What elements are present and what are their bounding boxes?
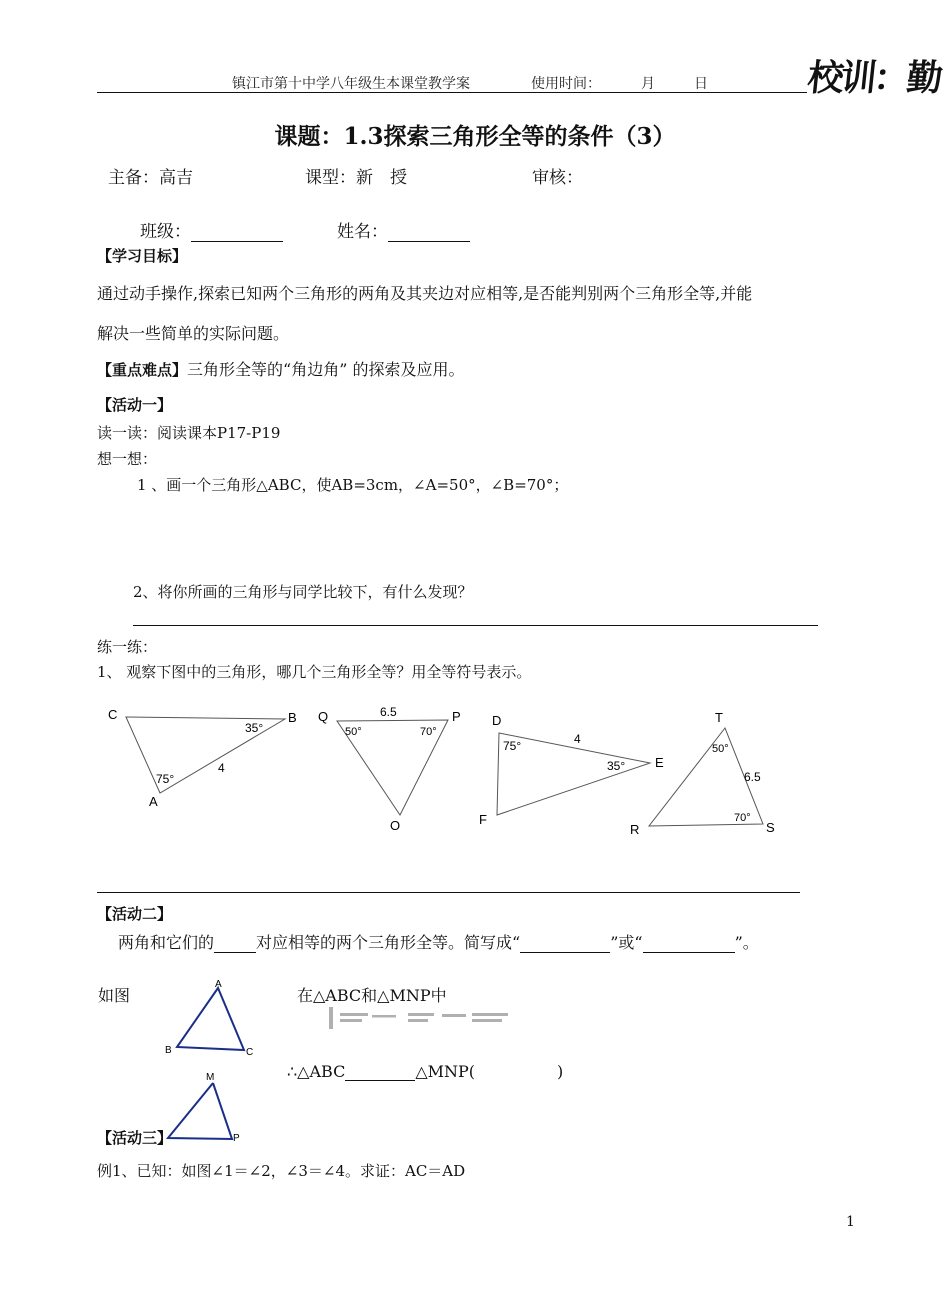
header-day: 日 [694, 76, 708, 92]
triangle-mnp-figure [168, 1083, 232, 1139]
formula-image [326, 1005, 516, 1033]
keypoint-heading: 【重点难点】 [97, 361, 188, 379]
activity2-conclusion [287, 1062, 563, 1081]
angle-t-value: 50° [712, 743, 729, 755]
school-motto: 校训：勤 [805, 58, 942, 99]
conclusion-text-c: ) [557, 1062, 564, 1081]
angle-d-value: 75° [503, 739, 522, 753]
fig-label-c: C [246, 1047, 254, 1058]
keypoint [97, 357, 464, 380]
label-f: F [479, 812, 487, 827]
activity2-text-b: 对应相等的两个三角形全等。简写成“ [256, 933, 521, 952]
label-r: R [630, 822, 640, 837]
activity3-example-1: 例1、已知：如图∠1＝∠2，∠3＝∠4。求证：AC＝AD [97, 1162, 466, 1180]
header-use-time: 使用时间： [531, 76, 601, 92]
activity1-answer-line[interactable] [133, 625, 818, 626]
practice-question-1: 1、 观察下图中的三角形，哪几个三角形全等？用全等符号表示。 [97, 663, 532, 681]
conclusion-text-a: ∴△ABC [287, 1062, 346, 1081]
formula-blur [329, 1007, 508, 1029]
activity2-statement [118, 930, 759, 953]
label-a: A [149, 794, 158, 809]
side-qp-value: 6.5 [380, 705, 397, 719]
triangle-abc-figure [177, 988, 244, 1050]
goals-line-1: 通过动手操作,探索已知两个三角形的两角及其夹边对应相等,是否能判别两个三角形全等,并能 [97, 284, 753, 303]
class-blank[interactable] [191, 223, 283, 242]
side-de-value: 4 [574, 732, 581, 746]
label-o: O [390, 818, 401, 833]
practice-answer-line[interactable] [97, 892, 800, 893]
header-month: 月 [641, 76, 655, 92]
angle-s-value: 70° [734, 812, 751, 824]
meta-review: 审核： [532, 168, 583, 188]
activity1-heading: 【活动一】 [97, 396, 173, 414]
label-b: B [288, 710, 297, 725]
angle-p-value: 70° [420, 726, 437, 738]
label-s: S [766, 820, 775, 835]
header-rule [97, 92, 807, 93]
activity2-blank-1[interactable] [214, 934, 256, 953]
triangles-figure [0, 700, 950, 850]
activity2-blank-2[interactable] [520, 934, 610, 953]
activity1-question-2: 2、将你所画的三角形与同学比较下，有什么发现？ [133, 583, 473, 601]
conclusion-blank-relation[interactable] [345, 1062, 415, 1081]
label-q: Q [318, 709, 329, 724]
angle-b-value: 35° [245, 721, 264, 735]
fig-label-m: M [206, 1072, 215, 1083]
meta-lead: 主备：高吉 [108, 168, 193, 188]
activity2-text-d: ”。 [734, 933, 759, 952]
fig-label-p: P [233, 1133, 240, 1144]
label-c: C [108, 707, 118, 722]
activity1-read: 读一读：阅读课本P17-P19 [97, 424, 281, 442]
activity2-heading: 【活动二】 [97, 905, 173, 923]
name-label: 姓名： [337, 222, 388, 242]
fig-label-b: B [165, 1045, 172, 1056]
activity2-given: 在△ABC和△MNP中 [297, 986, 447, 1005]
angle-q-value: 50° [345, 726, 362, 738]
fig-label-a: A [215, 979, 222, 990]
label-p: P [452, 709, 461, 724]
header-school: 镇江市第十中学八年级生本课堂教学案 [232, 76, 470, 92]
side-ab-value: 4 [218, 761, 225, 775]
class-label: 班级： [140, 222, 191, 242]
goals-line-2: 解决一些简单的实际问题。 [97, 324, 290, 343]
triangle-def [479, 713, 664, 827]
activity2-blank-3[interactable] [643, 934, 735, 953]
angle-a-value: 75° [156, 772, 175, 786]
triangle-trs [630, 710, 775, 837]
page-number: 1 [846, 1214, 855, 1230]
practice-heading: 练一练： [97, 638, 158, 656]
page-title: 课题：1.3探索三角形全等的条件（3） [274, 123, 676, 150]
angle-e-value: 35° [607, 759, 626, 773]
label-d: D [492, 713, 502, 728]
triangle-cba [108, 707, 297, 809]
label-t: T [715, 710, 723, 725]
class-field [140, 217, 283, 242]
name-blank[interactable] [388, 223, 470, 242]
activity2-text-c: ”或“ [610, 933, 643, 952]
triangle-qpo [318, 705, 461, 833]
conclusion-text-b: △MNP( [415, 1062, 476, 1081]
activity2-figure [150, 975, 270, 1150]
activity2-figure-label: 如图 [98, 986, 131, 1005]
activity2-text-a: 两角和它们的 [118, 933, 215, 952]
activity1-think: 想一想： [97, 450, 158, 468]
goals-heading: 【学习目标】 [97, 247, 188, 265]
label-e: E [655, 755, 664, 770]
name-field [337, 217, 470, 242]
keypoint-text: 三角形全等的“角边角” 的探索及应用。 [187, 360, 465, 379]
activity1-question-1: 1 、画一个三角形△ABC，使AB=3cm，∠A=50°，∠B=70°； [137, 476, 569, 494]
side-ts-value: 6.5 [744, 770, 761, 784]
activity3-heading: 【活动三】 [97, 1129, 173, 1147]
meta-type: 课型：新 授 [305, 168, 407, 188]
